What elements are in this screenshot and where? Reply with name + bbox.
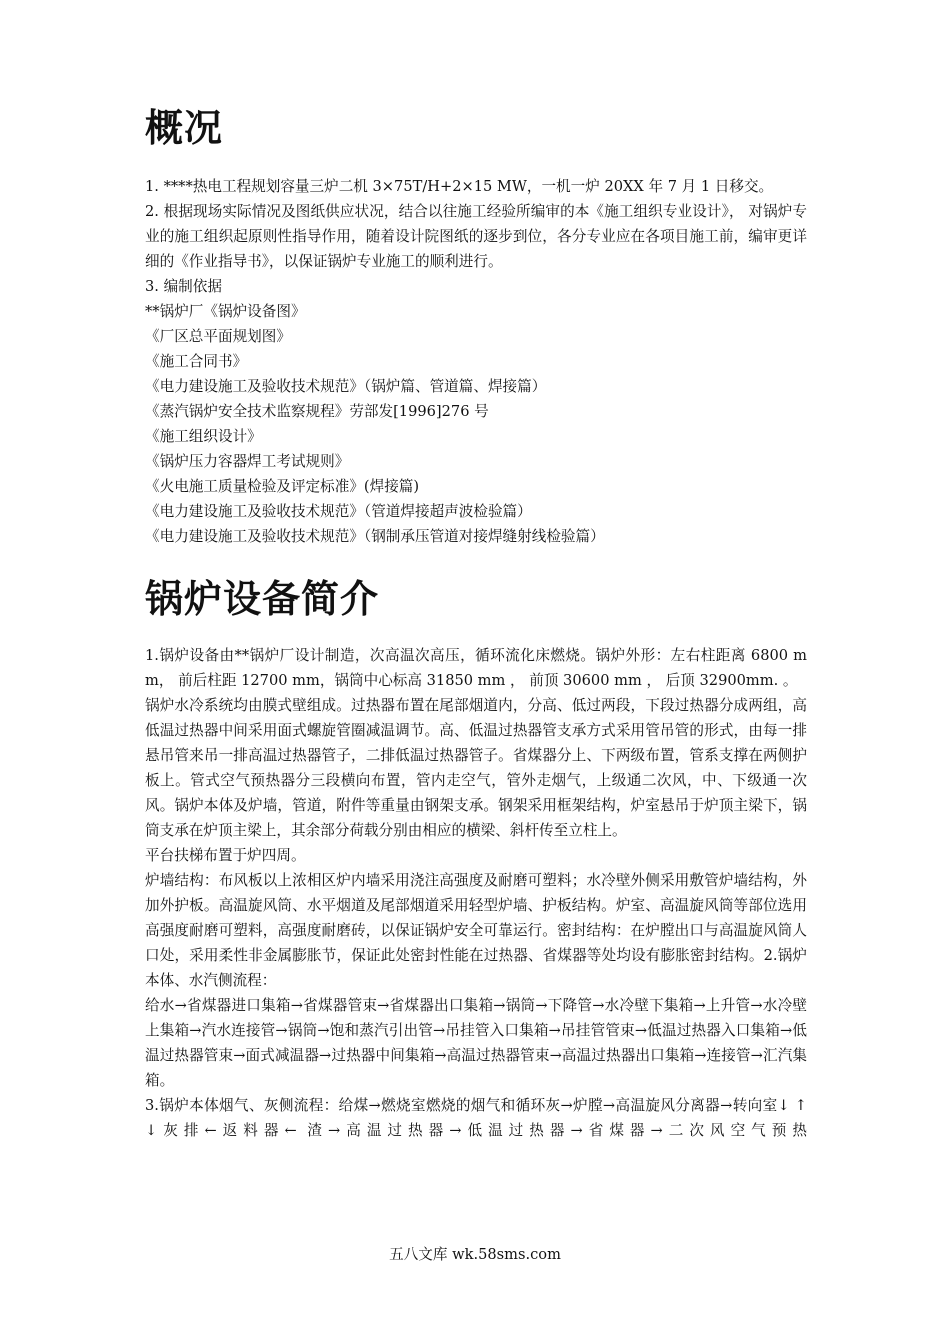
equipment-paragraph-1: 1.锅炉设备由**锅炉厂设计制造，次高温次高压，循环流化床燃烧。锅炉外形：左右柱距离 6800 mm， 前后柱距 12700 mm，锅筒中心标高 31850 mm ， 前顶 30600 mm ， 后顶 32900mm. 。 <box>145 647 807 689</box>
reference-item: 《施工组织设计》 <box>145 428 262 445</box>
equipment-paragraph-2: 锅炉水冷系统均由膜式壁组成。过热器布置在尾部烟道内，分高、低过两段，下段过热器分成两组，高低温过热器中间采用面式螺旋管圈减温调节。高、低温过热器管支承方式采用管吊管的形式，由每一排悬吊管来吊一排高温过热器管子，二排低温过热器管子。省煤器分上、下两级布置，管系支撑在两侧护板上。管式空气预热器分三段横向布置，管内走空气，管外走烟气，上级通二次风，中、下级通一次风。锅炉本体及炉墙，管道，附件等重量由钢架支承。钢架采用框架结构，炉室悬吊于炉顶主梁下，锅筒支承在炉顶主梁上，其余部分荷载分别由相应的横梁、斜杆传至立柱上。 <box>145 697 807 839</box>
footer-watermark: 五八文库 wk.58sms.com <box>389 1246 561 1263</box>
equipment-paragraph-5: 给水→省煤器进口集箱→省煤器管束→省煤器出口集箱→锅筒→下降管→水冷壁下集箱→上升管→水冷壁上集箱→汽水连接管→锅筒→饱和蒸汽引出管→吊挂管入口集箱→吊挂管管束→低温过热器入口集箱→低温过热器管束→面式减温器→过热器中间集箱→高温过热器管束→高温过热器出口集箱→连接管→汇汽集箱。 <box>145 997 807 1089</box>
equipment-paragraph-4: 炉墙结构：布风板以上浓相区炉内墙采用浇注高强度及耐磨可塑料；水冷壁外侧采用敷管炉墙结构，外加外护板。高温旋风筒、水平烟道及尾部烟道采用轻型炉墙、护板结构。炉室、高温旋风筒等部位选用高强度耐磨可塑料，高强度耐磨砖，以保证锅炉安全可靠运行。密封结构：在炉膛出口与高温旋风筒人口处，采用柔性非金属膨胀节，保证此处密封性能在过热器、省煤器等处均设有膨胀密封结构。2.锅炉本体、水汽侧流程： <box>145 872 807 989</box>
reference-item: 《厂区总平面规划图》 <box>145 328 291 345</box>
document-page <box>145 0 807 1143</box>
reference-item: 《电力建设施工及验收技术规范》（管道焊接超声波检验篇） <box>145 503 532 520</box>
equipment-paragraph-3: 平台扶梯布置于炉四周。 <box>145 847 306 864</box>
reference-item: 《火电施工质量检验及评定标准》(焊接篇) <box>145 478 420 495</box>
overview-paragraph-2: 2. 根据现场实际情况及图纸供应状况，结合以往施工经验所编审的本《施工组织专业设计》， 对锅炉专业的施工组织起原则性指导作用，随着设计院图纸的逐步到位，各分专业应在各项目施工前，编审更详细的《作业指导书》，以保证锅炉专业施工的顺利进行。 <box>145 203 807 270</box>
reference-item: 《施工合同书》 <box>145 353 248 370</box>
reference-item: 《蒸汽锅炉安全技术监察规程》劳部发[1996]276 号 <box>145 403 489 420</box>
reference-item: 《电力建设施工及验收技术规范》（锅炉篇、管道篇、焊接篇） <box>145 378 547 395</box>
reference-item: 《锅炉压力容器焊工考试规则》 <box>145 453 350 470</box>
section-heading-boiler-equipment: 锅炉设备简介 <box>145 577 380 621</box>
equipment-paragraph-6: 3.锅炉本体烟气、灰侧流程：给煤→燃烧室燃烧的烟气和循环灰→炉膛→高温旋风分离器→转向室↓ ↑ ↓灰排←返料器← 渣→高温过热器→低温过热器→省煤器→二次风空气预热 <box>145 1097 807 1139</box>
reference-list <box>145 299 807 549</box>
overview-paragraph-1: 1. ****热电工程规划容量三炉二机 3×75T/H+2×15 MW，一机一炉 20XX 年 7 月 1 日移交。 <box>145 178 774 195</box>
section-heading-overview: 概况 <box>145 106 224 150</box>
reference-item: 《电力建设施工及验收技术规范》（钢制承压管道对接焊缝射线检验篇） <box>145 528 605 545</box>
reference-item: **锅炉厂《锅炉设备图》 <box>145 303 306 320</box>
overview-paragraph-3: 3. 编制依据 <box>145 278 222 295</box>
